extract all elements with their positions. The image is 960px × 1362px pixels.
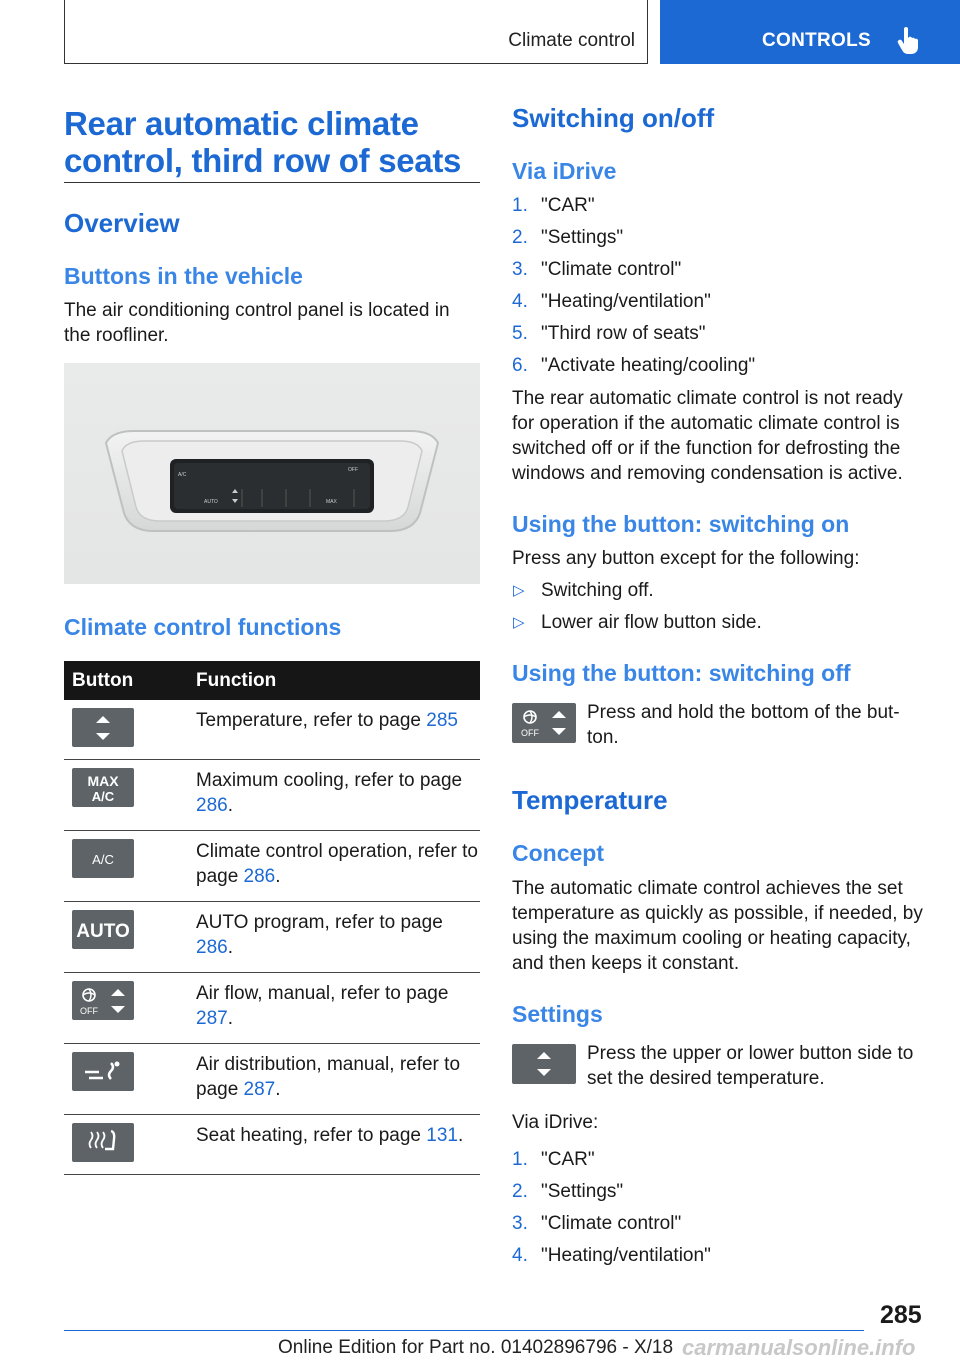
auto-icon (72, 910, 134, 949)
page-link[interactable]: 287 (196, 1008, 228, 1029)
col-function-header: Function (196, 661, 480, 700)
switch-off-heading: Using the button: switching off (512, 660, 851, 686)
header-section-box (64, 0, 648, 64)
table-row (64, 902, 480, 973)
header-chapter-tab (660, 0, 960, 64)
list-item: ▷ Lower air flow button side. (513, 612, 762, 633)
temperature-up-down-icon (72, 708, 134, 747)
switching-heading: Switching on/off (512, 103, 715, 133)
list-item: 4. "Heating/ventilation" (512, 291, 711, 312)
watermark: carmanualsonline.info (682, 1335, 916, 1360)
switch-on-heading: Using the button: switching on (512, 511, 850, 537)
page-link[interactable]: 131 (426, 1125, 458, 1146)
functions-heading: Climate control functions (64, 614, 342, 640)
exceptions-list (512, 575, 762, 639)
list-item: 1. "CAR" (512, 195, 595, 216)
max-ac-icon (72, 768, 134, 807)
table-row (64, 831, 480, 902)
page-link[interactable]: 286 (243, 866, 276, 887)
overview-heading: Overview (64, 208, 180, 238)
function-text: Maximum cooling, refer to page 286. (196, 760, 480, 831)
function-text: Temperature, refer to page 285 (196, 700, 480, 760)
temperature-heading: Temperature (512, 785, 668, 815)
settings-heading: Settings (512, 1001, 603, 1027)
svg-text:OFF: OFF (348, 467, 358, 473)
function-text: Air distribution, manual, refer to page 287. (196, 1044, 480, 1115)
title-rule (64, 182, 480, 183)
svg-text:OFF: OFF (521, 728, 539, 738)
table-row (64, 973, 480, 1044)
list-item: ▷ Switching off. (513, 580, 654, 601)
list-item: 2. "Settings" (512, 227, 624, 248)
svg-text:AUTO: AUTO (76, 920, 130, 942)
svg-text:A/C: A/C (92, 851, 114, 867)
via-idrive-label: Via iDrive: (512, 1112, 599, 1133)
page-link[interactable]: 287 (243, 1079, 276, 1100)
idrive-steps-list (512, 190, 755, 382)
page-title-line2: control, third row of seats (64, 142, 462, 179)
settings-text: Press the upper or lower button side to set the desired temperature. (587, 1043, 914, 1089)
seat-heating-icon (72, 1123, 134, 1162)
list-item: 4. "Heating/ventilation" (512, 1245, 711, 1266)
list-item: 5. "Third row of seats" (512, 323, 706, 344)
functions-table (64, 661, 480, 1175)
table-row (64, 700, 480, 760)
edition-text: Online Edition for Part no. 01402896796 - X/18 (278, 1337, 674, 1358)
list-item: 6. "Activate heating/cooling" (512, 355, 756, 376)
function-text: Air flow, manual, refer to page 287. (196, 973, 480, 1044)
ac-icon (72, 839, 134, 878)
via-idrive-heading: Via iDrive (512, 158, 617, 184)
header-chapter-title: CONTROLS (762, 30, 872, 51)
air-distribution-icon (72, 1052, 134, 1091)
list-item: 3. "Climate control" (512, 1213, 682, 1234)
switch-on-text: Press any button except for the following: (512, 548, 860, 569)
buttons-text: The air conditioning control panel is located in the roofliner. (64, 300, 450, 346)
table-row (64, 1115, 480, 1175)
svg-text:MAX: MAX (87, 772, 119, 789)
svg-text:AUTO: AUTO (204, 499, 218, 505)
footer-rule (64, 1330, 864, 1331)
list-item: 1. "CAR" (512, 1149, 595, 1170)
header-section-title: Climate control (508, 30, 635, 51)
list-item: 3. "Climate control" (512, 259, 682, 280)
fan-off-icon (72, 981, 134, 1020)
page-link[interactable]: 286 (196, 795, 228, 816)
svg-text:A/C: A/C (178, 472, 187, 478)
svg-text:A/C: A/C (91, 788, 115, 804)
page-title-line1: Rear automatic climate (64, 105, 419, 142)
page-link[interactable]: 286 (196, 937, 228, 958)
switch-off-text: Press and hold the bottom of the but‐ton. (587, 702, 900, 748)
page-title (64, 105, 461, 179)
concept-text: The automatic climate control achieves the set temperature as quickly as possible, if needed, by using the maximum cooling or heating capacity, and then keeps it constant. (512, 878, 923, 974)
svg-text:MAX: MAX (326, 499, 337, 505)
page-link[interactable]: 285 (426, 710, 458, 731)
table-row (64, 1044, 480, 1115)
concept-heading: Concept (512, 840, 604, 866)
fan-off-icon (512, 703, 576, 743)
not-ready-text: The rear automatic climate control is not ready for operation if the automatic climate control is switched off or if the function for defrosting the windows and removing condensation is active. (512, 388, 903, 484)
table-row (64, 760, 480, 831)
list-item: 2. "Settings" (512, 1181, 624, 1202)
pointing-hand-icon (896, 26, 922, 54)
control-panel-photo (64, 363, 480, 584)
function-text: AUTO program, refer to page 286. (196, 902, 480, 973)
buttons-heading: Buttons in the vehicle (64, 263, 303, 289)
table-header-row (64, 661, 480, 700)
idrive-steps-list-2 (512, 1144, 711, 1272)
page-number: 285 (880, 1301, 922, 1329)
temperature-up-down-icon (512, 1044, 576, 1084)
svg-text:OFF: OFF (80, 1005, 98, 1016)
function-text: Seat heating, refer to page 131. (196, 1115, 480, 1175)
function-text: Climate control operation, refer to page 286. (196, 831, 480, 902)
col-button-header: Button (64, 661, 196, 700)
